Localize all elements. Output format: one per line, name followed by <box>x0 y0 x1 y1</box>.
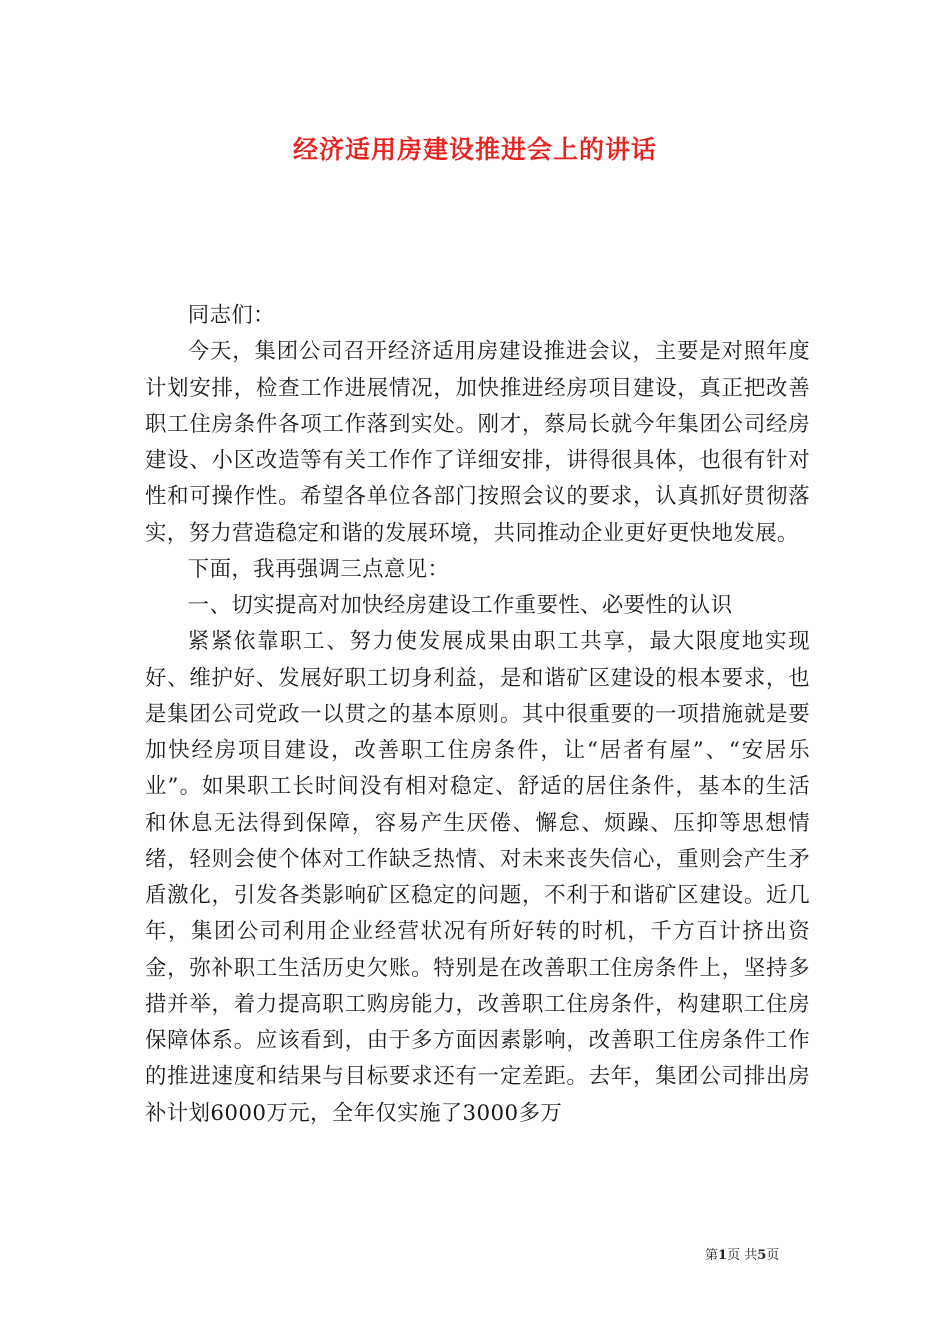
footer-suffix: 页 <box>766 1248 780 1263</box>
footer-current-page: 1 <box>718 1248 728 1263</box>
opening-paragraph: 今天，集团公司召开经济适用房建设推进会议，主要是对照年度计划安排，检查工作进展情况，加快推进经房项目建设，真正把改善职工住房条件各项工作落到实处。刚才，蔡局长就今年集团公司经房建设、小区改造等有关工作作了详细安排，讲得很具体，也很有针对性和可操作性。希望各单位各部门按照会议的要求，认真抓好贯彻落实，努力营造稳定和谐的发展环境，共同推动企业更好更快地发展。 <box>145 339 810 546</box>
transition-paragraph: 下面，我再强调三点意见： <box>187 556 450 582</box>
section-heading-1: 一、切实提高对加快经房建设工作重要性、必要性的认识 <box>187 593 733 618</box>
document-title: 经济适用房建设推进会上的讲话 <box>292 135 657 164</box>
footer-prefix: 第 <box>705 1248 719 1263</box>
section-1-paragraph: 紧紧依靠职工、努力使发展成果由职工共享，最大限度地实现好、维护好、发展好职工切身利益，是和谐矿区建设的根本要求，也是集团公司党政一以贯之的基本原则。其中很重要的一项措施就是要加快经房项目建设，改善职工住房条件，让“居者有屋”、“安居乐业”。如果职工长时间没有相对稳定、舒适的居住条件，基本的生活和休息无法得到保障，容易产生厌倦、懈怠、烦躁、压抑等思想情绪，轻则会使个体对工作缺乏热情、对未来丧失信心，重则会产生矛盾激化，引发各类影响矿区稳定的问题，不利于和谐矿区建设。近几年，集团公司利用企业经营状况有所好转的时机，千方百计挤出资金，弥补职工生活历史欠账。特别是在改善职工住房条件上，坚持多措并举，着力提高职工购房能力，改善职工住房条件，构建职工住房保障体系。应该看到，由于多方面因素影响，改善职工住房条件工作的推进速度和结果与目标要求还有一定差距。去年，集团公司排出房补计划6000万元，全年仅实施了3000多万 <box>145 629 810 1126</box>
footer-middle: 页 共 <box>727 1248 758 1263</box>
salutation-paragraph: 同志们： <box>187 303 275 328</box>
page-number-footer <box>705 1247 779 1265</box>
document-body <box>145 298 810 1132</box>
footer-total-pages: 5 <box>757 1248 767 1263</box>
